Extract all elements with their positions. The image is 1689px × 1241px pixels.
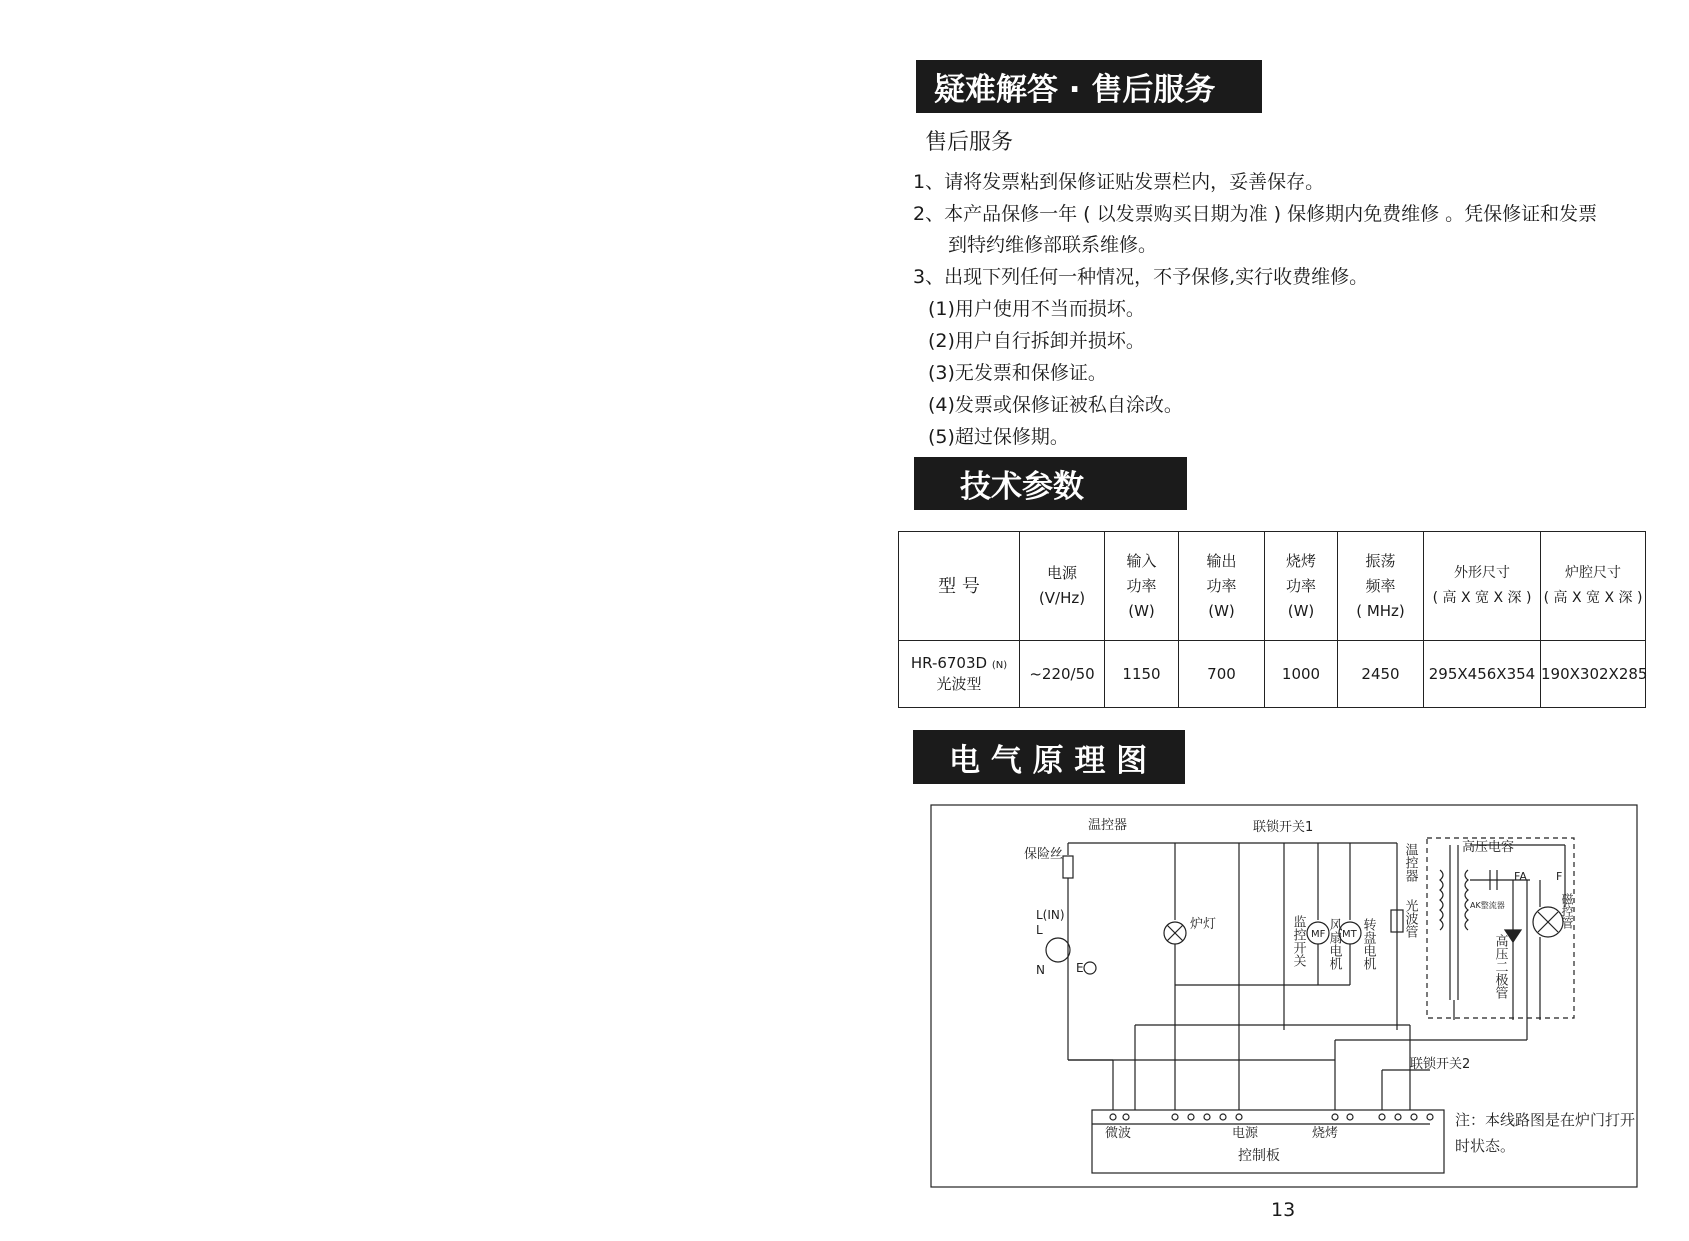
header-outer-size: 外形尺寸 ( 高 X 宽 X 深 ) bbox=[1424, 532, 1541, 641]
cell-grill-power: 1000 bbox=[1265, 641, 1338, 708]
label-fan-motor: 风扇电机 bbox=[1326, 918, 1342, 970]
label-hv-diode: 高压二极管 bbox=[1492, 934, 1508, 999]
fuse-symbol bbox=[1063, 856, 1073, 878]
label-mt: MT bbox=[1342, 929, 1357, 940]
label-microwave: 微波 bbox=[1105, 1126, 1132, 1141]
label-control-board: 控制板 bbox=[1238, 1148, 1280, 1164]
label-ak-rectifier: AK整流器 bbox=[1470, 901, 1505, 910]
service-sub-4: (4)发票或保修证被私自涂改。 bbox=[928, 394, 1183, 416]
cell-cavity-size: 190X302X285 bbox=[1541, 641, 1646, 708]
section-title: 技术参数 bbox=[960, 469, 1084, 505]
label-tube-thermostat: 温控器 bbox=[1402, 843, 1418, 882]
label-magnetron: 磁控管 bbox=[1560, 893, 1574, 929]
label-turntable-motor: 转盘电机 bbox=[1360, 918, 1376, 970]
label-f: F bbox=[1556, 870, 1563, 883]
cell-output-power: 700 bbox=[1179, 641, 1265, 708]
label-hv-capacitor: 高压电容 bbox=[1462, 840, 1515, 855]
label-thermostat: 温控器 bbox=[1088, 818, 1128, 833]
cell-input-power: 1150 bbox=[1105, 641, 1179, 708]
diagram-note-line1: 注：本线路图是在炉门打开 bbox=[1455, 1111, 1636, 1129]
header-model: 型 号 bbox=[899, 532, 1020, 641]
cell-frequency: 2450 bbox=[1338, 641, 1424, 708]
model-number: HR-6703D bbox=[910, 654, 988, 672]
service-item-3: 3、出现下列任何一种情况，不予保修,实行收费维修。 bbox=[913, 266, 1369, 288]
label-light-wave-tube: 光波管 bbox=[1402, 899, 1418, 938]
header-power-supply: 电源 (V/Hz) bbox=[1020, 532, 1105, 641]
header-cavity-size: 炉腔尺寸 ( 高 X 宽 X 深 ) bbox=[1541, 532, 1646, 641]
label-lamp: 炉灯 bbox=[1190, 917, 1217, 932]
header-output-power: 输出 功率 (W) bbox=[1179, 532, 1265, 641]
service-sub-3: (3)无发票和保修证。 bbox=[928, 362, 1107, 384]
service-item-1: 1、请将发票粘到保修证贴发票栏内，妥善保存。 bbox=[913, 171, 1325, 193]
header-input-power: 输入 功率 (W) bbox=[1105, 532, 1179, 641]
label-monitor-switch: 监控开关 bbox=[1290, 915, 1306, 967]
model-type: 光波型 bbox=[936, 675, 982, 693]
label-fa: FA bbox=[1514, 870, 1527, 883]
ground-symbol bbox=[1084, 962, 1096, 974]
service-item-2-line1: 2、本产品保修一年 ( 以发票购买日期为准 ) 保修期内免费维修 。凭保修证和发票 bbox=[913, 203, 1598, 225]
label-power: 电源 bbox=[1232, 1126, 1259, 1141]
subtitle-after-sales: 售后服务 bbox=[925, 130, 1014, 155]
label-line-in: L(IN) bbox=[1036, 908, 1065, 922]
service-sub-2: (2)用户自行拆卸并损坏。 bbox=[928, 330, 1145, 352]
header-grill-power: 烧烤 功率 (W) bbox=[1265, 532, 1338, 641]
label-fuse: 保险丝 bbox=[1024, 847, 1064, 862]
page-number: 13 bbox=[1271, 1199, 1296, 1221]
diagram-note-line2: 时状态。 bbox=[1455, 1137, 1516, 1155]
plug-symbol bbox=[1046, 938, 1070, 962]
service-item-2-line2: 到特约维修部联系维修。 bbox=[948, 234, 1158, 256]
section-title: 电 气 原 理 图 bbox=[949, 742, 1148, 779]
header-frequency: 振荡 频率 ( MHz) bbox=[1338, 532, 1424, 641]
label-n: N bbox=[1036, 963, 1045, 977]
label-e: E bbox=[1076, 961, 1084, 975]
cell-outer-size: 295X456X354 bbox=[1424, 641, 1541, 708]
label-interlock-1: 联锁开关1 bbox=[1253, 820, 1314, 835]
label-interlock-2: 联锁开关2 bbox=[1410, 1057, 1471, 1072]
label-l: L bbox=[1036, 923, 1043, 937]
cell-power-supply: ~220/50 bbox=[1020, 641, 1105, 708]
section-title: 疑难解答 · 售后服务 bbox=[934, 72, 1216, 108]
label-mf: MF bbox=[1311, 929, 1326, 940]
service-sub-5: (5)超过保修期。 bbox=[928, 426, 1069, 448]
label-grill: 烧烤 bbox=[1312, 1126, 1339, 1141]
service-sub-1: (1)用户使用不当而损坏。 bbox=[928, 298, 1145, 320]
model-suffix: (N) bbox=[991, 660, 1008, 671]
